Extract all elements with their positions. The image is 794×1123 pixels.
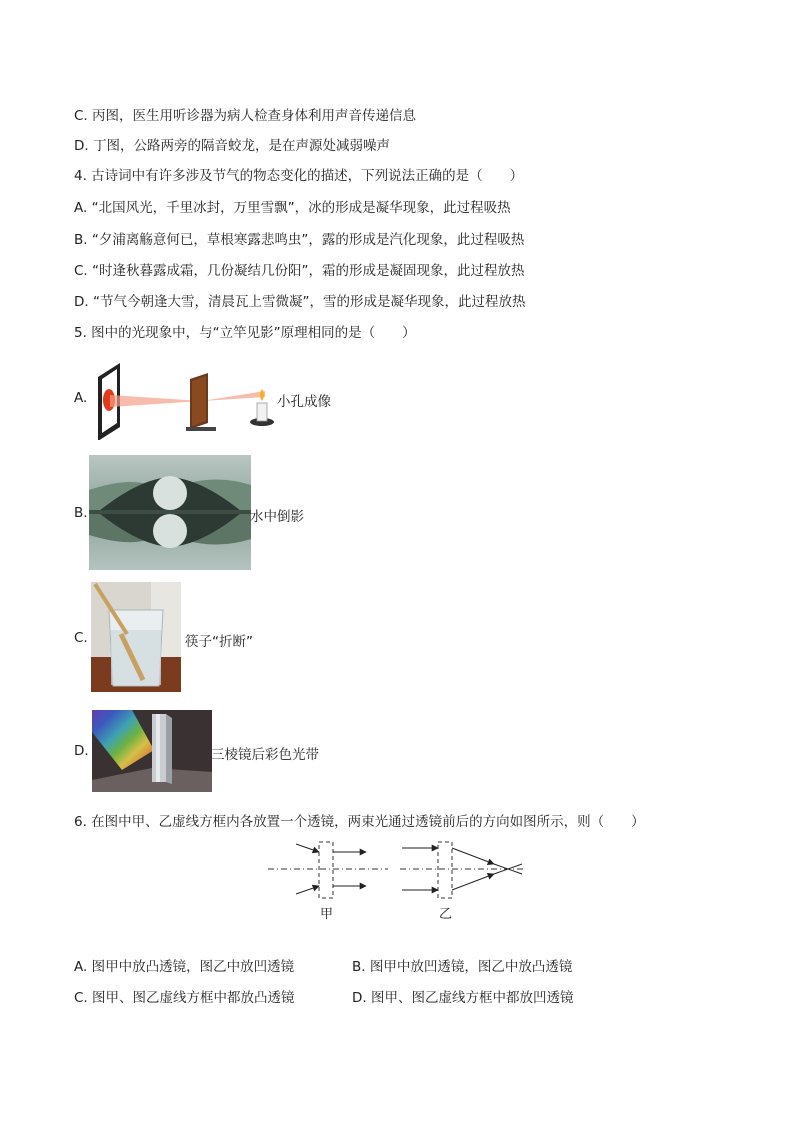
chopstick-glass-image [91,582,181,692]
option-caption: 水中倒影 [250,509,304,525]
q4-option-c: C. “时逢秋暮露成霜，几份凝结几份阳”，霜的形成是凝固现象，此过程放热 [74,263,525,279]
q6-option-c: C. 图甲、图乙虚线方框中都放凸透镜 [74,990,295,1006]
option-caption: 三棱镜后彩色光带 [211,747,319,763]
q3-option-d: D. 丁图，公路两旁的隔音蛟龙，是在声源处减弱噪声 [74,138,390,154]
option-label: B. [74,505,88,521]
q3-option-c: C. 丙图，医生用听诊器为病人检查身体利用声音传递信息 [74,108,417,124]
q5-stem: 5. 图中的光现象中，与“立竿见影”原理相同的是（ ） [74,325,416,341]
bridge-reflection-image [89,455,251,570]
q4-option-b: B. “夕浦离觞意何已，草根寒露悲鸣虫”，露的形成是汽化现象，此过程吸热 [74,232,525,248]
option-label: D. [74,743,89,759]
q6-stem: 6. 在图中甲、乙虚线方框内各放置一个透镜，两束光通过透镜前后的方向如图所示，则（ ） [74,814,645,830]
option-label: A. [74,390,88,406]
q4-stem: 4. 古诗词中有许多涉及节气的物态变化的描述，下列说法正确的是（ ） [74,168,524,184]
lens-label-yi: 乙 [439,907,453,922]
q4-option-d: D. “节气今朝逢大雪，清晨瓦上雪微凝”，雪的形成是凝华现象，此过程放热 [74,294,526,310]
q6-option-b: B. 图甲中放凹透镜，图乙中放凸透镜 [352,959,573,975]
q6-option-d: D. 图甲、图乙虚线方框中都放凹透镜 [352,990,574,1006]
option-caption: 筷子“折断” [185,634,253,650]
q4-option-a: A. “北国风光，千里冰封，万里雪飘”，冰的形成是凝华现象，此过程吸热 [74,200,511,216]
option-label: C. [74,630,88,646]
lens-diagram [268,836,528,924]
option-caption: 小孔成像 [277,394,331,410]
q6-option-a: A. 图甲中放凸透镜，图乙中放凹透镜 [74,959,295,975]
prism-rainbow-image [92,710,212,792]
lens-label-jia: 甲 [320,907,334,922]
pinhole-camera-image [90,355,280,440]
